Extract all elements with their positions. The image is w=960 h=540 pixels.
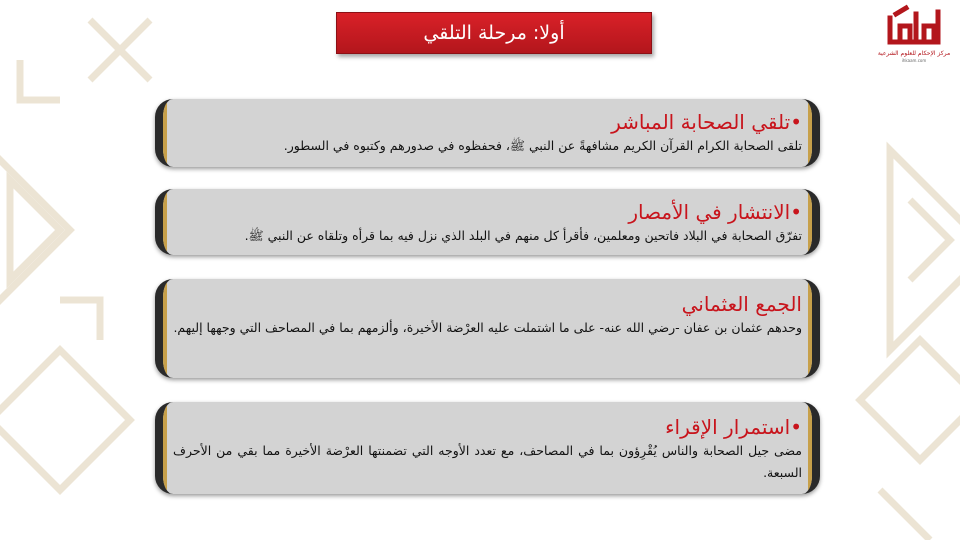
logo [876,4,952,64]
slide-title: أولا: مرحلة التلقي [336,12,652,54]
section-body: مضى جيل الصحابة والناس يُقْرِؤون بما في المصاحف، مع تعدد الأوجه التي تضمنتها العرْضة الأخيرة مما بقي من الأحرف السبعة. [173,443,802,480]
section-body: وحدهم عثمان بن عفان -رضي الله عنه- على ما اشتملت عليه العرْضة الأخيرة، وألزمهم بما في المصاحف التي وجهها إليهم. [173,320,802,335]
section-body: تلقى الصحابة الكرام القرآن الكريم مشافهةً عن النبي ﷺ، فحفظوه في صدورهم وكتبوه في السطور. [283,138,802,153]
section-card-continued-recitation [155,402,820,494]
logo-brand: ihkaam.com [901,58,927,63]
section-heading: •استمرار الإقراء [665,415,802,439]
section-body: تفرّق الصحابة في البلاد فاتحين ومعلمين، فأقرأ كل منهم في البلد الذي نزل فيه بما قرأه وتلقاه عن النبي ﷺ. [244,228,802,243]
section-card-uthmani-compilation [155,279,820,378]
section-card-direct-reception [155,99,820,167]
section-card-spread [155,189,820,255]
logo-subtitle: مركز الإحكام للعلوم الشرعية [877,50,951,57]
ihkam-logo-icon [882,4,946,50]
section-heading: الجمع العثماني [681,292,802,316]
section-heading: •تلقي الصحابة المباشر [611,110,802,134]
section-heading: •الانتشار في الأمصار [628,200,802,224]
